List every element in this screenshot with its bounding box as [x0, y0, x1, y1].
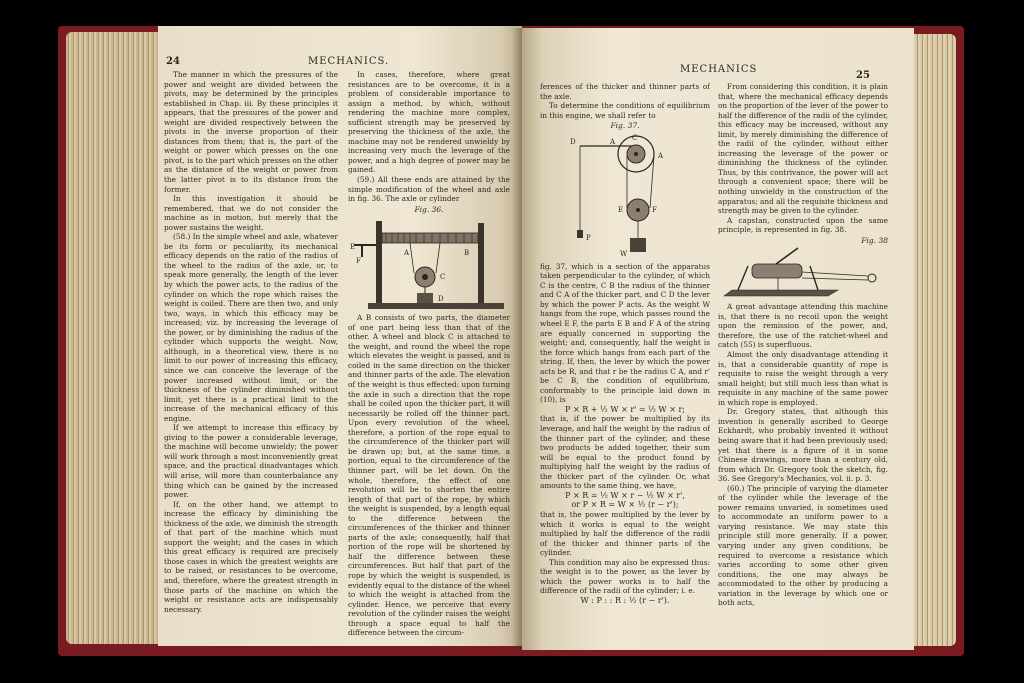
- right-column-2: [718, 82, 888, 644]
- left-column-2: [348, 70, 510, 640]
- figure-label: B: [464, 249, 470, 258]
- paragraph: (58.) In the simple wheel and axle, whatever be its form or peculiarity, its mechanical efficacy depends on the ratio of the radius of the wheel to the radius of the axle, or, to speak more generally, the length of the lever by which the power acts, to the radius of the cylinder on which the rope which raises the weight is coiled. There are then two, and only two, ways, in which this efficacy may be increased; viz. by increasing the leverage of the power, or by diminishing the radius of the cylinder which supports the weight. Now, although, in a theoretical view, there is no limit to our power of increasing this efficacy, since we can conceive the leverage of the power increased without limit, or the thickness of the cylinder diminished without limit, yet there is a practical limit to the increase of the mechanical efficacy of this engine.: [164, 232, 338, 423]
- running-header: MECHANICS: [680, 64, 758, 75]
- paragraph: Almost the only disadvantage attending it is, that a considerable quantity of rope is requisite to raise the weight through a very small height; but still much less than what is requisite in any machine of the same power in which rope is employed.: [718, 350, 888, 407]
- figure-label: F: [356, 257, 361, 266]
- paragraph: In this investigation it should be remembered, that we do not consider the machine as in motion, but merely that the power sustains the weight.: [164, 194, 338, 232]
- paragraph: that is, the power multiplied by the lever by which it works is equal to the weight multiplied by half the difference of the radii of the thicker and thinner parts of the cylinder.: [540, 509, 710, 558]
- figure-label: A: [610, 137, 616, 146]
- page-edges-left: [66, 32, 164, 644]
- right-page: [522, 28, 914, 650]
- paragraph: (60.) The principle of varying the diameter of the cylinder while the leverage of the power remains unvaried, is sometimes used to accommodate an uniform power to a varying resistance. We may state this principle still more generally. If a power, varying under any given conditions, be required to overcome a resistance which varies according to some other given conditions, the one may always be accommodated to the other by producing a variation in the leverage by which one or both acts,: [718, 483, 888, 608]
- paragraph: From considering this condition, it is plain that, where the mechanical efficacy depends on the proportion of the lever of the power to half the difference of the radii of the cylinder, this efficacy may be increased, without any limit, by merely diminishing the difference of the radii of the cylinder, without either increasing the leverage of the power or diminishing the thickness of the cylinder. Thus, by this contrivance, the power will act through a convenient space; there will be nothing unwieldy in the construction of the apparatus; and all the requisite thickness and strength may be given to the cylinder.: [718, 82, 888, 216]
- equation: or P × R = W × ½ (r − r');: [571, 500, 679, 510]
- figure-label: A: [404, 249, 410, 258]
- page-number: 25: [856, 70, 870, 81]
- paragraph: If we attempt to increase this efficacy by giving to the power a considerable leverage, the machine will become unwieldy; the power will work through a most inconveniently great space, and the practical disadvantages which will arise, will more than counterbalance any thing which can be gained by the increased power.: [164, 423, 338, 500]
- figure-label: W: [620, 249, 628, 258]
- figure-label: F: [652, 205, 657, 214]
- paragraph: To determine the conditions of equilibrium in this engine, we shall refer to: [540, 101, 710, 120]
- figure-label: P: [586, 233, 591, 242]
- figure-label: A: [658, 151, 664, 160]
- running-header: MECHANICS.: [308, 56, 390, 67]
- equation: P × R = ½ W × r − ½ W × r',: [565, 490, 685, 500]
- figure-38-capstan: [718, 246, 888, 302]
- paragraph: ferences of the thicker and thinner parts of the axle.: [540, 82, 710, 101]
- figure-37-section-diagram: [540, 132, 710, 262]
- paragraph: Dr. Gregory states, that although this invention is generally ascribed to George Eckhardt, who probably invented it without being aware that it had been previously used; yet that there is a figure of it in some Chinese drawings, more than a century old, from which Dr. Gregory took the sketch, fig. 36. See Gregory's Mechanics, vol. ii. p. 3.: [718, 407, 888, 484]
- paragraph: If, on the other hand, we attempt to increase the efficacy by diminishing the thickness of the axle, we diminish the strength of that part of the machine which must support the weight; and the cases in which this great efficacy is required are precisely those cases in which the greatest weights are to be raised, or resistances to be overcome, and, therefore, where the greatest strength in those parts of the machine on which the weight or resistance acts are indispensably necessary.: [164, 499, 338, 614]
- figure-36-wheel-and-axle: [348, 215, 510, 313]
- paragraph: A capstan, constructed upon the same principle, is represented in fig. 38.: [718, 215, 888, 235]
- figure-label: E: [350, 243, 356, 252]
- figure-caption: Fig. 36.: [414, 204, 444, 214]
- paragraph: (59.) All these ends are attained by the simple modification of the wheel and axle in fig. 36. The axle or cylinder: [348, 175, 510, 204]
- figure-label: E: [618, 205, 624, 214]
- paragraph: A great advantage attending this machine is, that there is no recoil upon the weight upon the remission of the power, and, therefore, the use of the ratchet-wheel and catch (55) is superfluous.: [718, 302, 888, 350]
- figure-label: C: [632, 133, 638, 142]
- equation: P × R + ½ W × r' = ½ W × r;: [565, 404, 685, 414]
- paragraph: A B consists of two parts, the diameter of one part being less than that of the other. A wheel and block C is attached to the weight, and round the wheel the rope which elevates the weight is passed, and is coiled in the same direction on the thicker and thinner parts of the axle. The elevation of the weight is thus effected: upon turning the axle in such a direction that the rope shall be coiled upon the thicker part, it will necessarily be rolled off the thinner part. Upon every revolution of the wheel, therefore, a portion of the rope equal to the circumference of the thicker part will be drawn up; but, at the same time, a portion, equal to the circumference of the thinner part, will be let down. On the whole, therefore, the effect of one revolution will be to shorten the entire length of that part of the rope, by which the weight is suspended, by a length equal to the difference between the circumferences of the thicker and thinner parts of the axle; consequently, half that portion of the rope will be shortened by half the difference between these circumferences. But half that part of the rope by which the weight is suspended, is evidently equal to the distance of the wheel to which the weight is attached from the cylinder. Hence, we perceive that every revolution of the cylinder raises the weight through a space equal to half the difference between the circum-: [348, 313, 510, 638]
- paragraph: The manner in which the pressures of the power and weight are divided between the pivots, may be determined by the principles established in Chap. iii. By these principles it appears, that the pressures of the power and weight are divided respectively between the pivots in the inverse proportion of their distances from them; that is, the part of the weight or power which presses on the one pivot, is to the part which presses on the other as the distance of the weight or power from the latter pivot is to its distance from the former.: [164, 70, 338, 194]
- paragraph: This condition may also be expressed thus: the weight is to the power, as the lever by which the power works is to half the difference of the radii of the cylinder; i. e.: [540, 557, 710, 596]
- figure-label: D: [570, 137, 576, 146]
- figure-caption: Fig. 38: [861, 235, 888, 245]
- equation: W : P : : R : ½ (r − r').: [580, 595, 670, 605]
- page-number: 24: [166, 56, 180, 67]
- paragraph: fig. 37, which is a section of the apparatus taken perpendicular to the cylinder, of which C is the centre, C B the radius of the thinner and C A of the thicker part, and C D the lever by which the power P acts. As the weight W hangs from the rope, which passes round the wheel E F, the parts E B and F A of the string are equally concerned in supporting the weight; and, consequently, half the weight is the force which hangs from each part of the string. If, then, the lever by which the power acts be R, and that r be the radius C A, and r' be C B, the condition of equilibrium, conformably to the principle laid down in (10), is: [540, 261, 710, 405]
- right-column-1: [540, 82, 710, 644]
- figure-label: D: [438, 295, 444, 304]
- left-page: [158, 26, 522, 646]
- left-column-1: [164, 70, 338, 640]
- figure-caption: Fig. 37.: [610, 121, 640, 131]
- paragraph: that is, if the power be multiplied by its leverage, and half the weight by the radius of the thinner part of the cylinder, and these two products be added together, their sum will be equal to the product found by multiplying half the weight by the radius of the thicker part of the cylinder. Or, what amounts to the same thing, we have,: [540, 414, 710, 491]
- paragraph: In cases, therefore, where great resistances are to be overcome, it is a problem of considerable importance to assign a method, by which, without rendering the machine more complex, sufficient strength may be preserved by preserving the thickness of the axle, the machine may not be rendered unwieldy by increasing very much the leverage of the power, and a high degree of power may be gained.: [348, 70, 510, 175]
- figure-label: C: [440, 273, 446, 282]
